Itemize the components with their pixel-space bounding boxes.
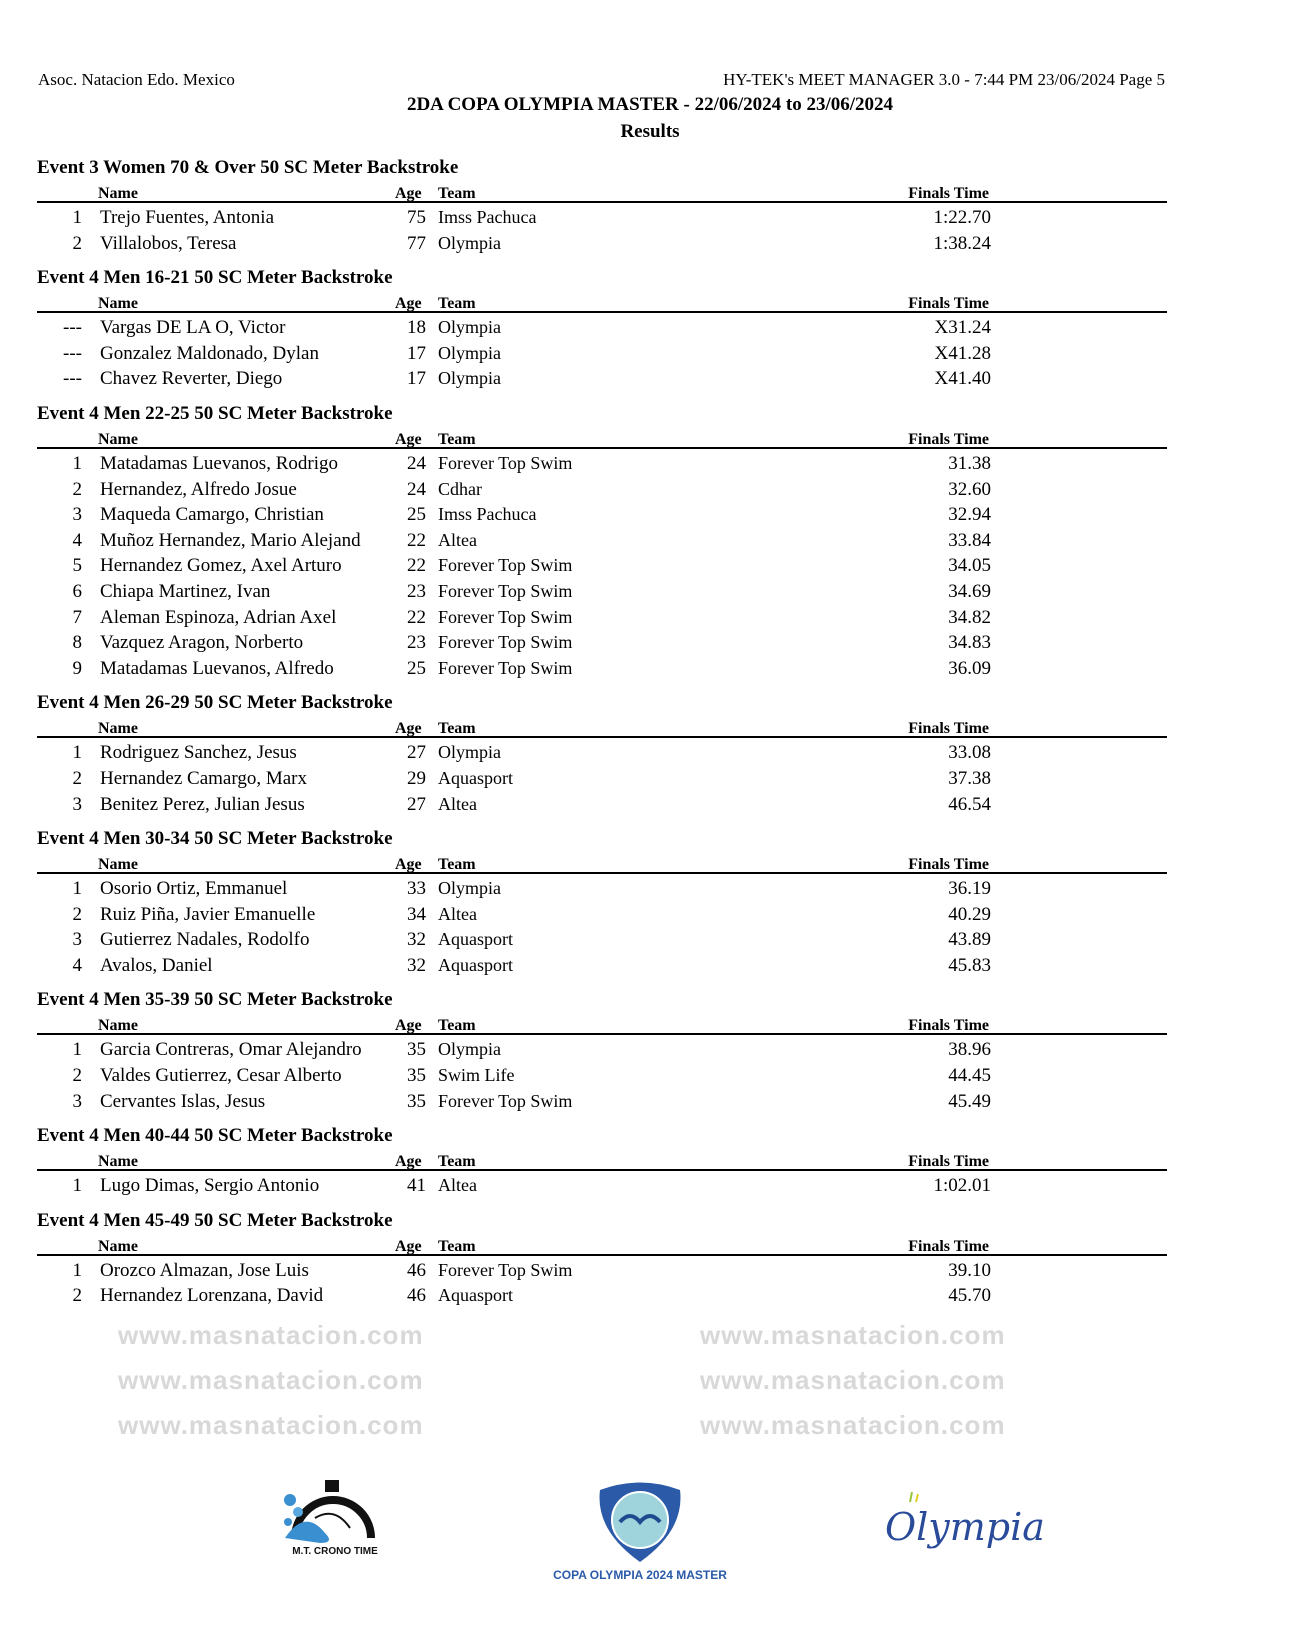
event-block xyxy=(37,827,1167,978)
team: Olympia xyxy=(438,1039,501,1060)
swimmer-name: Matadamas Luevanos, Rodrigo xyxy=(100,452,338,474)
watermark: www.masnatacion.com xyxy=(700,1365,1006,1395)
finals-time: 40.29 xyxy=(948,903,991,925)
swimmer-name: Rodriguez Sanchez, Jesus xyxy=(100,742,297,764)
age: 24 xyxy=(407,478,426,500)
place: 2 xyxy=(72,767,82,789)
column-team: Team xyxy=(438,856,476,874)
watermark: www.masnatacion.com xyxy=(700,1320,1006,1350)
event-block xyxy=(37,1124,1167,1199)
team: Forever Top Swim xyxy=(438,1259,573,1280)
finals-time: X41.28 xyxy=(934,342,991,364)
result-row xyxy=(37,366,1167,392)
column-finals-time: Finals Time xyxy=(908,1237,989,1255)
column-age: Age xyxy=(395,430,422,448)
swimmer-name: Chavez Reverter, Diego xyxy=(100,368,283,390)
age: 46 xyxy=(407,1259,426,1281)
event-block xyxy=(37,691,1167,817)
result-row xyxy=(37,315,1167,341)
column-team: Team xyxy=(438,1237,476,1255)
column-header xyxy=(37,1233,1167,1256)
age: 27 xyxy=(407,742,426,764)
result-row xyxy=(37,1283,1167,1309)
team: Forever Top Swim xyxy=(438,657,573,678)
event-title: Event 4 Men 30-34 50 SC Meter Backstroke xyxy=(37,828,393,850)
team: Olympia xyxy=(438,742,501,763)
result-row xyxy=(37,528,1167,554)
column-name: Name xyxy=(98,1237,138,1255)
finals-time: X41.40 xyxy=(934,368,991,390)
column-header xyxy=(37,290,1167,313)
place: 1 xyxy=(72,742,82,764)
age: 23 xyxy=(407,632,426,654)
team: Olympia xyxy=(438,317,501,338)
column-finals-time: Finals Time xyxy=(908,185,989,202)
watermark: www.masnatacion.com xyxy=(118,1365,424,1395)
swimmer-name: Cervantes Islas, Jesus xyxy=(100,1090,266,1112)
column-age: Age xyxy=(395,856,422,874)
team: Swim Life xyxy=(438,1065,515,1086)
finals-time: 1:02.01 xyxy=(933,1175,991,1197)
event-title: Event 4 Men 45-49 50 SC Meter Backstroke xyxy=(37,1209,393,1231)
place: 1 xyxy=(72,1039,82,1061)
column-header xyxy=(37,426,1167,449)
place: 3 xyxy=(72,504,82,526)
column-finals-time: Finals Time xyxy=(908,295,989,313)
column-team: Team xyxy=(438,720,476,738)
results-list xyxy=(37,156,1167,1319)
team: Altea xyxy=(438,903,477,924)
software-page-info: HY-TEK's MEET MANAGER 3.0 - 7:44 PM 23/06/2024 Page 5 xyxy=(723,70,1165,89)
age: 17 xyxy=(407,342,426,364)
swimmer-name: Orozco Almazan, Jose Luis xyxy=(100,1259,309,1281)
finals-time: 45.83 xyxy=(948,954,991,976)
finals-time: 32.60 xyxy=(948,478,991,500)
copa-olympia-logo xyxy=(595,1480,685,1565)
place: 8 xyxy=(72,632,82,654)
finals-time: 31.38 xyxy=(948,452,991,474)
swimmer-name: Hernandez Camargo, Marx xyxy=(100,767,307,789)
swimmer-name: Lugo Dimas, Sergio Antonio xyxy=(100,1175,320,1197)
column-age: Age xyxy=(395,1017,422,1035)
column-finals-time: Finals Time xyxy=(908,720,989,738)
age: 46 xyxy=(407,1285,426,1307)
column-age: Age xyxy=(395,185,422,202)
column-finals-time: Finals Time xyxy=(908,1153,989,1171)
place: --- xyxy=(63,368,82,390)
team: Aquasport xyxy=(438,929,513,950)
team: Forever Top Swim xyxy=(438,606,573,627)
event-title: Event 3 Women 70 & Over 50 SC Meter Backstroke xyxy=(37,157,459,178)
copa-logo-text: COPA OLYMPIA 2024 MASTER xyxy=(553,1568,727,1582)
swimmer-name: Villalobos, Teresa xyxy=(100,232,237,254)
place: --- xyxy=(63,317,82,339)
team: Forever Top Swim xyxy=(438,555,573,576)
column-name: Name xyxy=(98,1153,138,1171)
result-row xyxy=(37,740,1167,766)
column-age: Age xyxy=(395,295,422,313)
swimmer-name: Ruiz Piña, Javier Emanuelle xyxy=(100,903,316,925)
crono-time-logo xyxy=(280,1478,390,1558)
swimmer-name: Valdes Gutierrez, Cesar Alberto xyxy=(100,1065,342,1087)
team: Aquasport xyxy=(438,767,513,788)
age: 22 xyxy=(407,555,426,577)
place: 2 xyxy=(72,903,82,925)
place: 1 xyxy=(72,452,82,474)
watermark: www.masnatacion.com xyxy=(700,1410,1006,1440)
finals-time: 34.05 xyxy=(948,555,991,577)
age: 27 xyxy=(407,793,426,815)
place: 4 xyxy=(72,529,82,551)
result-row xyxy=(37,953,1167,979)
result-row xyxy=(37,1258,1167,1284)
team: Altea xyxy=(438,529,477,550)
swimmer-name: Gutierrez Nadales, Rodolfo xyxy=(100,929,310,951)
place: 2 xyxy=(72,232,82,254)
result-row xyxy=(37,477,1167,503)
column-header xyxy=(37,1148,1167,1171)
result-row xyxy=(37,656,1167,682)
column-header xyxy=(37,1012,1167,1035)
finals-time: 36.09 xyxy=(948,657,991,679)
age: 41 xyxy=(407,1175,426,1197)
team: Imss Pachuca xyxy=(438,504,537,525)
place: 7 xyxy=(72,606,82,628)
swimmer-name: Avalos, Daniel xyxy=(100,954,213,976)
result-row xyxy=(37,1063,1167,1089)
age: 32 xyxy=(407,954,426,976)
place: 5 xyxy=(72,555,82,577)
place: 3 xyxy=(72,1090,82,1112)
place: 6 xyxy=(72,580,82,602)
column-team: Team xyxy=(438,295,476,313)
finals-time: 39.10 xyxy=(948,1259,991,1281)
organization-name: Asoc. Natacion Edo. Mexico xyxy=(38,70,235,89)
place: 2 xyxy=(72,1285,82,1307)
result-row xyxy=(37,553,1167,579)
column-name: Name xyxy=(98,295,138,313)
age: 22 xyxy=(407,529,426,551)
swimmer-name: Hernandez Lorenzana, David xyxy=(100,1285,324,1307)
result-row xyxy=(37,1089,1167,1115)
event-block xyxy=(37,402,1167,681)
team: Altea xyxy=(438,793,477,814)
finals-time: 33.84 xyxy=(948,529,991,551)
age: 18 xyxy=(407,317,426,339)
column-team: Team xyxy=(438,430,476,448)
age: 35 xyxy=(407,1039,426,1061)
swimmer-name: Maqueda Camargo, Christian xyxy=(100,504,324,526)
result-row xyxy=(37,579,1167,605)
results-subtitle: Results xyxy=(620,121,680,142)
age: 33 xyxy=(407,878,426,900)
team: Cdhar xyxy=(438,478,482,499)
crono-logo-text: M.T. CRONO TIME xyxy=(292,1546,378,1557)
event-title: Event 4 Men 40-44 50 SC Meter Backstroke xyxy=(37,1125,393,1147)
team: Forever Top Swim xyxy=(438,632,573,653)
age: 35 xyxy=(407,1090,426,1112)
finals-time: 45.70 xyxy=(948,1285,991,1307)
swimmer-name: Benitez Perez, Julian Jesus xyxy=(100,793,305,815)
swimmer-name: Hernandez Gomez, Axel Arturo xyxy=(100,555,342,577)
place: --- xyxy=(63,342,82,364)
column-team: Team xyxy=(438,185,476,202)
swimmer-name: Aleman Espinoza, Adrian Axel xyxy=(100,606,337,628)
age: 24 xyxy=(407,452,426,474)
age: 77 xyxy=(407,232,426,254)
finals-time: 33.08 xyxy=(948,742,991,764)
finals-time: 45.49 xyxy=(948,1090,991,1112)
swimmer-name: Vargas DE LA O, Victor xyxy=(100,317,286,339)
olympia-logo-text: Olympia xyxy=(885,1505,1045,1549)
finals-time: X31.24 xyxy=(934,317,991,339)
result-row xyxy=(37,876,1167,902)
column-finals-time: Finals Time xyxy=(908,856,989,874)
result-row xyxy=(37,1173,1167,1199)
finals-time: 46.54 xyxy=(948,793,991,815)
age: 75 xyxy=(407,207,426,228)
swimmer-name: Osorio Ortiz, Emmanuel xyxy=(100,878,288,900)
age: 34 xyxy=(407,903,426,925)
finals-time: 1:22.70 xyxy=(933,207,991,228)
column-header xyxy=(37,851,1167,874)
result-row xyxy=(37,630,1167,656)
column-age: Age xyxy=(395,720,422,738)
column-team: Team xyxy=(438,1153,476,1171)
finals-time: 32.94 xyxy=(948,504,991,526)
finals-time: 34.69 xyxy=(948,580,991,602)
result-row xyxy=(37,231,1167,257)
age: 25 xyxy=(407,657,426,679)
event-block xyxy=(37,988,1167,1114)
swimmer-name: Gonzalez Maldonado, Dylan xyxy=(100,342,319,364)
age: 35 xyxy=(407,1065,426,1087)
result-row xyxy=(37,502,1167,528)
result-row xyxy=(37,205,1167,231)
finals-time: 38.96 xyxy=(948,1039,991,1061)
result-row xyxy=(37,792,1167,818)
column-age: Age xyxy=(395,1237,422,1255)
place: 4 xyxy=(72,954,82,976)
finals-time: 37.38 xyxy=(948,767,991,789)
team: Imss Pachuca xyxy=(438,207,537,227)
age: 29 xyxy=(407,767,426,789)
team: Aquasport xyxy=(438,1285,513,1306)
swimmer-name: Hernandez, Alfredo Josue xyxy=(100,478,297,500)
event-block xyxy=(37,266,1167,392)
swimmer-name: Chiapa Martinez, Ivan xyxy=(100,580,271,602)
finals-time: 44.45 xyxy=(948,1065,991,1087)
result-row xyxy=(37,1037,1167,1063)
age: 17 xyxy=(407,368,426,390)
column-header xyxy=(37,715,1167,738)
watermark: www.masnatacion.com xyxy=(118,1320,424,1350)
team: Olympia xyxy=(438,368,501,389)
place: 1 xyxy=(72,1259,82,1281)
place: 3 xyxy=(72,929,82,951)
olympia-logo xyxy=(880,1490,1045,1560)
team: Olympia xyxy=(438,878,501,899)
age: 25 xyxy=(407,504,426,526)
team: Altea xyxy=(438,1175,477,1196)
finals-time: 43.89 xyxy=(948,929,991,951)
result-row xyxy=(37,902,1167,928)
column-name: Name xyxy=(98,856,138,874)
place: 2 xyxy=(72,478,82,500)
team: Forever Top Swim xyxy=(438,1090,573,1111)
result-row xyxy=(37,927,1167,953)
event-block xyxy=(37,1209,1167,1309)
age: 22 xyxy=(407,606,426,628)
column-name: Name xyxy=(98,1017,138,1035)
age: 32 xyxy=(407,929,426,951)
place: 1 xyxy=(72,878,82,900)
finals-time: 1:38.24 xyxy=(933,232,991,254)
finals-time: 34.83 xyxy=(948,632,991,654)
place: 3 xyxy=(72,793,82,815)
swimmer-name: Trejo Fuentes, Antonia xyxy=(100,207,274,228)
finals-time: 36.19 xyxy=(948,878,991,900)
column-name: Name xyxy=(98,185,138,202)
team: Forever Top Swim xyxy=(438,452,573,473)
event-title: Event 4 Men 22-25 50 SC Meter Backstroke xyxy=(37,402,393,424)
column-name: Name xyxy=(98,430,138,448)
place: 1 xyxy=(72,1175,82,1197)
team: Olympia xyxy=(438,232,501,253)
meet-title: 2DA COPA OLYMPIA MASTER - 22/06/2024 to 23/06/2024 xyxy=(406,94,894,115)
place: 2 xyxy=(72,1065,82,1087)
column-finals-time: Finals Time xyxy=(908,430,989,448)
column-finals-time: Finals Time xyxy=(908,1017,989,1035)
column-team: Team xyxy=(438,1017,476,1035)
watermark: www.masnatacion.com xyxy=(118,1410,424,1440)
column-age: Age xyxy=(395,1153,422,1171)
result-row xyxy=(37,451,1167,477)
place: 1 xyxy=(72,207,82,228)
event-title: Event 4 Men 35-39 50 SC Meter Backstroke xyxy=(37,989,393,1011)
event-block xyxy=(37,156,1167,256)
result-row xyxy=(37,605,1167,631)
finals-time: 34.82 xyxy=(948,606,991,628)
team: Olympia xyxy=(438,342,501,363)
event-title: Event 4 Men 16-21 50 SC Meter Backstroke xyxy=(37,267,393,289)
column-header xyxy=(37,180,1167,203)
swimmer-name: Muñoz Hernandez, Mario Alejand xyxy=(100,529,361,551)
swimmer-name: Vazquez Aragon, Norberto xyxy=(100,632,304,654)
age: 23 xyxy=(407,580,426,602)
team: Forever Top Swim xyxy=(438,580,573,601)
column-name: Name xyxy=(98,720,138,738)
swimmer-name: Garcia Contreras, Omar Alejandro xyxy=(100,1039,362,1061)
event-title: Event 4 Men 26-29 50 SC Meter Backstroke xyxy=(37,692,393,714)
place: 9 xyxy=(72,657,82,679)
swimmer-name: Matadamas Luevanos, Alfredo xyxy=(100,657,334,679)
result-row xyxy=(37,341,1167,367)
result-row xyxy=(37,766,1167,792)
team: Aquasport xyxy=(438,954,513,975)
